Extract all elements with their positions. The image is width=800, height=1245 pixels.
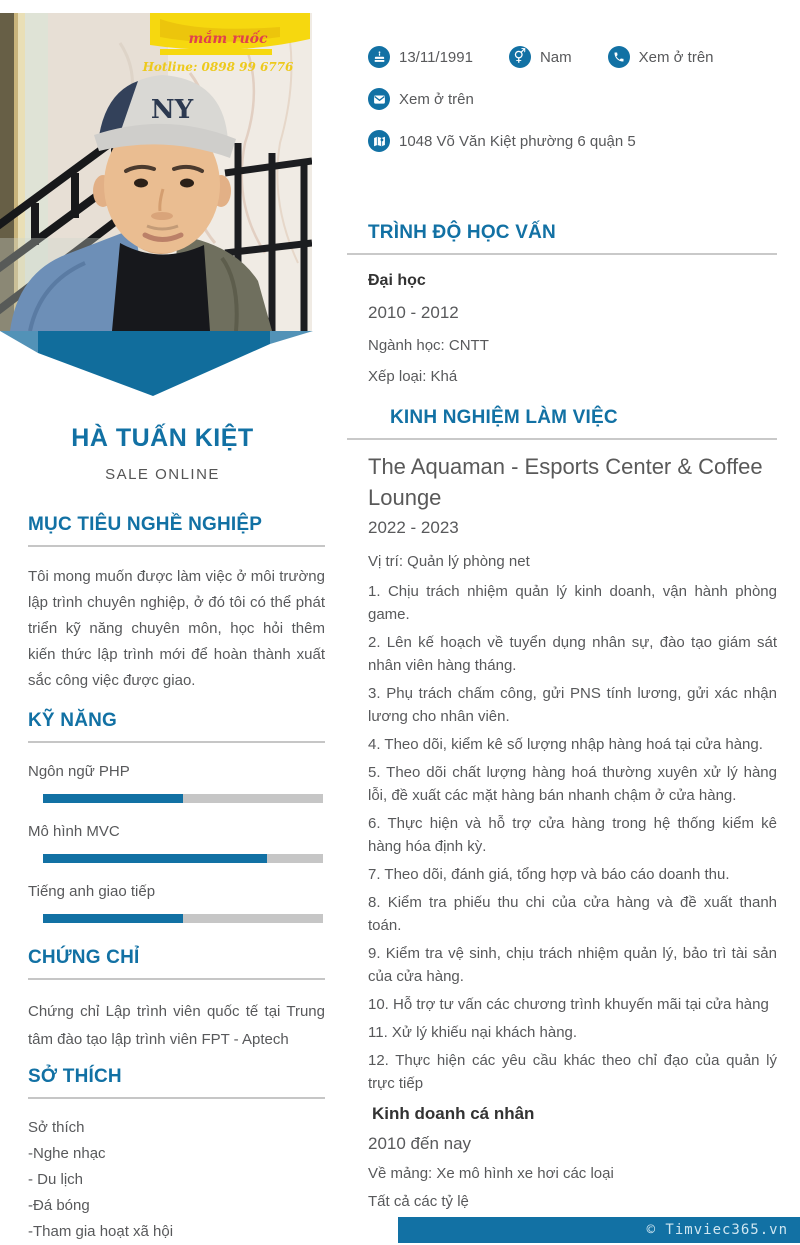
- certificates-heading: CHỨNG CHỈ: [28, 947, 140, 968]
- svg-text:NY: NY: [150, 95, 194, 125]
- duty-item: 12. Thực hiện các yêu cầu khác theo chỉ đạo của quản lý trực tiếp: [368, 1052, 777, 1092]
- heading-divider: [28, 978, 325, 980]
- phone-icon: [608, 46, 630, 68]
- skill-label: Ngôn ngữ PHP: [28, 763, 130, 780]
- skill-progress-fill: [43, 794, 183, 803]
- duty-item: 7. Theo dõi, đánh giá, tổng hợp và báo cáo doanh thu.: [368, 866, 730, 883]
- contact-email: [368, 88, 474, 110]
- person-name: HÀ TUẤN KIỆT: [71, 424, 254, 452]
- skill-row: [28, 883, 325, 923]
- address-value: 1048 Võ Văn Kiệt phường 6 quận 5: [399, 132, 636, 150]
- profile-photo-illustration: [0, 13, 312, 331]
- job-title: The Aquaman - Esports Center & Coffee Lounge: [368, 454, 763, 510]
- hobby-item: -Nghe nhạc: [28, 1145, 106, 1162]
- skill-progress-fill: [43, 854, 267, 863]
- contact-block: [347, 46, 777, 152]
- hobbies-heading: SỞ THÍCH: [28, 1066, 122, 1087]
- map-location-icon: [368, 130, 390, 152]
- job-title: Kinh doanh cá nhân: [372, 1104, 535, 1123]
- heading-divider: [347, 253, 777, 255]
- duty-item: 6. Thực hiện và hỗ trợ cửa hàng trong hệ thống kiểm kê hàng hóa định kỳ.: [368, 815, 777, 855]
- job-duties-list: [368, 580, 777, 1095]
- profile-photo: [0, 13, 312, 331]
- contact-row: [368, 46, 777, 68]
- heading-divider: [28, 545, 325, 547]
- education-grade: Xếp loại: Khá: [368, 368, 458, 385]
- skill-row: [28, 823, 325, 863]
- gender-value: Nam: [539, 48, 572, 66]
- contact-birthday: [368, 46, 473, 68]
- footer-bar: [398, 1217, 800, 1243]
- heading-divider: [347, 438, 777, 440]
- birthday-cake-icon: [368, 46, 390, 68]
- footer-copyright: © Timviec365.vn: [646, 1222, 788, 1238]
- banner-chevron: [0, 330, 325, 400]
- email-value: Xem ở trên: [399, 90, 474, 108]
- person-job-title: SALE ONLINE: [105, 466, 220, 483]
- skills-list: [28, 763, 325, 923]
- phone-value: Xem ở trên: [638, 48, 714, 66]
- svg-text:Hotline: 0898 99 6776: Hotline: 0898 99 6776: [142, 60, 294, 74]
- duty-item: 5. Theo dõi chất lượng hàng hoá thường xuyên xử lý hàng lỗi, đề xuất các mặt hàng bán nhanh chậm ở cửa hàng.: [368, 764, 777, 804]
- skill-progress-track: [43, 794, 323, 803]
- education-period: 2010 - 2012: [368, 303, 459, 322]
- right-column: [347, 0, 777, 1210]
- skill-progress-track: [43, 854, 323, 863]
- heading-divider: [28, 1097, 325, 1099]
- contact-phone: [608, 46, 714, 68]
- job-position: Vị trí: Quản lý phòng net: [368, 553, 530, 570]
- contact-gender: [509, 46, 572, 68]
- duty-item: 8. Kiểm tra phiếu thu chi của cửa hàng và đề xuất thanh toán.: [368, 894, 777, 934]
- duty-item: 2. Lên kế hoạch về tuyển dụng nhân sự, đào tạo giám sát nhân viên hàng tháng.: [368, 634, 777, 674]
- contact-row: [368, 130, 777, 152]
- duty-item: 4. Theo dõi, kiểm kê số lượng nhập hàng hoá tại cửa hàng.: [368, 736, 763, 753]
- birthday-value: 13/11/1991: [399, 48, 473, 66]
- hobby-item: Sở thích: [28, 1119, 85, 1136]
- job-period: 2022 - 2023: [368, 518, 459, 537]
- heading-divider: [28, 741, 325, 743]
- svg-text:mắm ruốc: mắm ruốc: [188, 31, 268, 47]
- job-position: Về mảng: Xe mô hình xe hơi các loại: [368, 1165, 614, 1182]
- job-note: Tất cả các tỷ lệ: [368, 1193, 469, 1210]
- section-skills: [28, 710, 325, 923]
- duty-item: 10. Hỗ trợ tư vấn các chương trình khuyến mãi tại cửa hàng: [368, 996, 769, 1013]
- section-experience: [347, 407, 777, 1210]
- objective-heading: MỤC TIÊU NGHỀ NGHIỆP: [28, 514, 263, 535]
- job-period: 2010 đến nay: [368, 1134, 472, 1153]
- experience-heading: KINH NGHIỆM LÀM VIỆC: [390, 407, 618, 428]
- skill-progress-track: [43, 914, 323, 923]
- skills-heading: KỸ NĂNG: [28, 710, 118, 731]
- hobby-item: -Đá bóng: [28, 1197, 90, 1214]
- section-hobbies: [28, 1066, 325, 1245]
- contact-address: [368, 130, 636, 152]
- education-degree: Đại học: [368, 272, 426, 289]
- objective-text: Tôi mong muốn được làm việc ở môi trường lập trình chuyên nghiệp, ở đó tôi có thể phát triển kỹ năng chuyên môn, học hỏi thêm kiến thức lập trình mới để hoàn thành xuất sắc công việc được giao.: [28, 568, 325, 689]
- skill-progress-fill: [43, 914, 183, 923]
- hobby-item: -Tham gia hoạt xã hội: [28, 1223, 174, 1240]
- hobbies-list: [28, 1115, 325, 1245]
- hobby-item: - Du lịch: [28, 1171, 84, 1188]
- shop-sign: [142, 13, 310, 74]
- section-certificates: [28, 947, 325, 1054]
- duty-item: 11. Xử lý khiếu nại khách hàng.: [368, 1024, 578, 1041]
- skill-label: Mô hình MVC: [28, 823, 120, 840]
- certificate-text: Chứng chỉ Lập trình viên quốc tế tại Trung tâm đào tạo lập trình viên FPT - Aptech: [28, 1003, 325, 1048]
- email-icon: [368, 88, 390, 110]
- duty-item: 1. Chịu trách nhiệm quản lý kinh doanh, vận hành phòng game.: [368, 583, 777, 623]
- duty-item: 9. Kiểm tra vệ sinh, chịu trách nhiệm quản lý, bảo trì tài sản của cửa hàng.: [368, 945, 777, 985]
- duty-item: 3. Phụ trách chấm công, gửi PNS tính lương, gửi xác nhận lương cho nhân viên.: [368, 685, 777, 725]
- gender-icon: ⚥: [509, 46, 531, 68]
- contact-row: [368, 88, 777, 110]
- skill-row: [28, 763, 325, 803]
- section-education: [347, 222, 777, 385]
- section-objective: [28, 514, 325, 694]
- skill-label: Tiếng anh giao tiếp: [28, 883, 156, 900]
- education-major: Ngành học: CNTT: [368, 337, 489, 354]
- education-heading: TRÌNH ĐỘ HỌC VẤN: [368, 222, 556, 243]
